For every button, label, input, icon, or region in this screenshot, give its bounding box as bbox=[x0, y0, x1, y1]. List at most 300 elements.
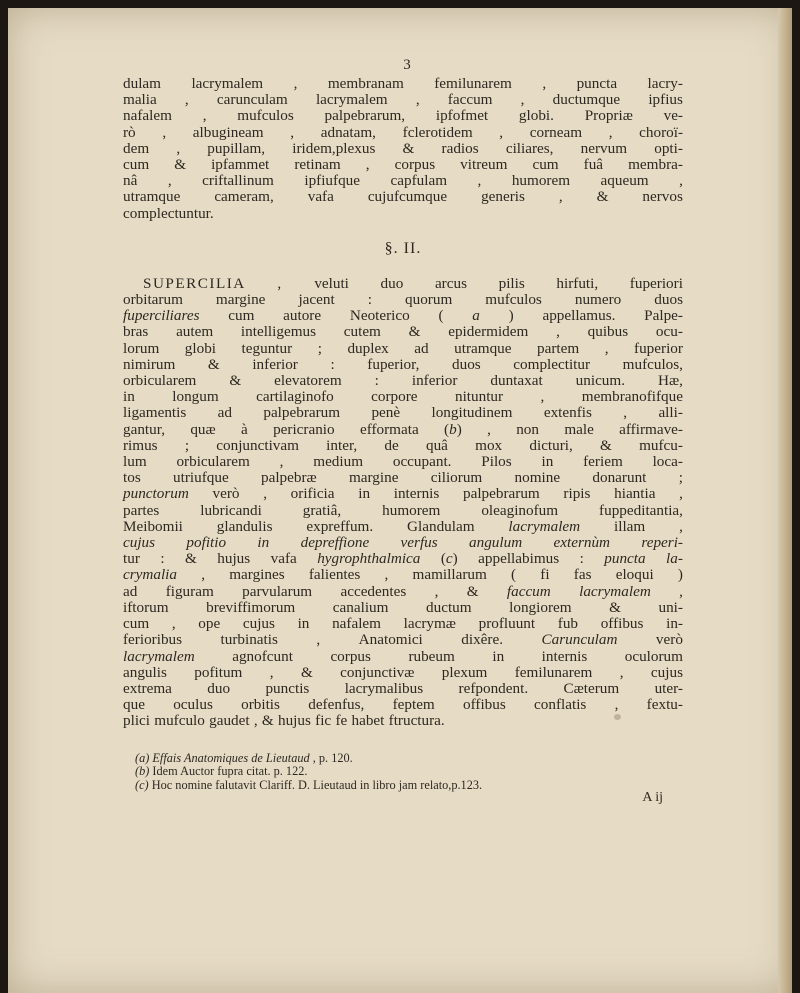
word: profluunt bbox=[478, 615, 536, 633]
word: gaudet bbox=[209, 712, 250, 730]
text-line bbox=[123, 373, 683, 389]
word: fas bbox=[573, 566, 592, 584]
word: puncta bbox=[604, 550, 646, 568]
word: hujus bbox=[277, 712, 311, 730]
word: , bbox=[679, 485, 683, 503]
word: ligamentis bbox=[123, 404, 187, 422]
word: : bbox=[579, 550, 584, 568]
word: femilunarem bbox=[434, 75, 512, 92]
word: palpebrarum, bbox=[324, 107, 406, 125]
word: cujus bbox=[650, 663, 683, 681]
word: in bbox=[257, 534, 270, 552]
footnotes bbox=[123, 752, 683, 807]
word: membranam bbox=[327, 75, 404, 92]
signature-mark: A ij bbox=[642, 790, 663, 806]
word: opti- bbox=[654, 139, 683, 157]
word: (c) bbox=[440, 550, 458, 568]
word: la- bbox=[666, 550, 683, 568]
word: reperi- bbox=[641, 534, 683, 552]
text-line bbox=[123, 567, 683, 583]
word: puncta bbox=[576, 75, 618, 92]
word: Palpe- bbox=[644, 307, 683, 325]
page-edge bbox=[778, 8, 792, 993]
word: globi. bbox=[518, 107, 554, 125]
word: appellamus. bbox=[542, 307, 616, 325]
word: lum bbox=[123, 453, 147, 471]
word: internis bbox=[393, 485, 440, 503]
word: orbitarum bbox=[123, 291, 183, 309]
word: lacrymalem bbox=[191, 75, 264, 92]
word: pilis bbox=[498, 274, 525, 292]
text-line bbox=[123, 276, 683, 292]
text-line bbox=[123, 649, 683, 665]
word: lacry- bbox=[647, 75, 683, 92]
text-line bbox=[123, 125, 683, 141]
word: choroï- bbox=[639, 123, 683, 141]
word: : bbox=[374, 372, 379, 390]
word: nafalem bbox=[123, 107, 172, 125]
word: extrema bbox=[123, 679, 172, 697]
text-line bbox=[123, 141, 683, 157]
word: inferior bbox=[252, 355, 298, 373]
text-line bbox=[123, 600, 683, 616]
footnote: (c) Hoc nomine falutavit Clariff. D. Lieutaud in libro jam relato,p.123. bbox=[135, 777, 483, 792]
word: angulis bbox=[123, 663, 167, 681]
word: lubricandi bbox=[200, 501, 262, 519]
word: nimirum bbox=[123, 355, 176, 373]
word: quæ bbox=[190, 420, 216, 438]
word: pofitum bbox=[194, 663, 243, 681]
word: criftallinum bbox=[202, 172, 274, 190]
word: nomine bbox=[514, 469, 561, 487]
word: , bbox=[477, 172, 482, 190]
section-heading: §. II. bbox=[384, 239, 422, 257]
word: mox bbox=[475, 436, 503, 454]
word: humorem bbox=[382, 501, 441, 519]
word: conflatis bbox=[534, 696, 587, 714]
word: , bbox=[277, 274, 283, 292]
word: duos bbox=[654, 291, 683, 309]
word: complectitur bbox=[513, 355, 591, 373]
word: autore bbox=[283, 307, 322, 325]
text-line bbox=[123, 632, 683, 648]
word: Cæterum bbox=[563, 679, 620, 697]
word: corpore bbox=[371, 388, 418, 406]
word: , bbox=[679, 517, 683, 535]
text-line bbox=[123, 551, 683, 567]
word: , bbox=[614, 696, 619, 714]
text-line bbox=[123, 292, 683, 308]
text-line bbox=[123, 584, 683, 600]
word: conjunctivæ bbox=[340, 663, 415, 681]
word: radios bbox=[441, 139, 479, 157]
word: orificia bbox=[290, 485, 335, 503]
word: inter, bbox=[326, 436, 358, 454]
word: : bbox=[367, 291, 372, 309]
text-line bbox=[123, 308, 683, 324]
word: & bbox=[174, 156, 187, 174]
word: habet bbox=[351, 712, 385, 730]
word: hirfuti, bbox=[556, 274, 599, 292]
word: , bbox=[184, 91, 189, 109]
word: Carunculam bbox=[541, 631, 618, 649]
word: , bbox=[604, 339, 609, 357]
word: & bbox=[402, 139, 415, 157]
word: epidermidem bbox=[448, 323, 529, 341]
word: , bbox=[679, 172, 683, 190]
text-line bbox=[123, 616, 683, 632]
word: cujufcumque bbox=[367, 188, 448, 206]
word: ; bbox=[678, 469, 683, 487]
word: inferior bbox=[411, 372, 458, 390]
word: cutem bbox=[343, 323, 381, 341]
word: albugineam bbox=[192, 123, 264, 141]
word: alli- bbox=[658, 404, 683, 422]
word: ipfiufque bbox=[304, 172, 361, 190]
word: de bbox=[384, 436, 399, 454]
word: utramque bbox=[123, 188, 181, 206]
word: loca- bbox=[652, 453, 683, 471]
word: glandulis bbox=[216, 517, 273, 535]
word: SUPERCILIA bbox=[143, 274, 246, 292]
word: penè bbox=[371, 404, 401, 422]
text-line bbox=[123, 681, 683, 697]
word: ipfofmet bbox=[435, 107, 489, 125]
word: faccum bbox=[506, 582, 551, 600]
word: rubeum bbox=[408, 647, 455, 665]
word: affirmave- bbox=[619, 420, 683, 438]
word: teguntur bbox=[241, 339, 293, 357]
word: nafalem bbox=[332, 615, 381, 633]
word: orbicularem bbox=[176, 453, 250, 471]
text-line bbox=[123, 697, 683, 713]
word: cum bbox=[123, 156, 150, 174]
word: in bbox=[123, 388, 135, 406]
word: mufculos bbox=[485, 291, 542, 309]
word: femilunarem bbox=[514, 663, 593, 681]
word: lorum bbox=[123, 339, 160, 357]
word: ) bbox=[677, 566, 683, 584]
word: corpus bbox=[394, 156, 436, 174]
word: ocu- bbox=[655, 323, 683, 341]
word: oleaginofum bbox=[481, 501, 559, 519]
word: margine bbox=[215, 291, 266, 309]
word: conjunctivam bbox=[216, 436, 299, 454]
word: ciliorum bbox=[430, 469, 483, 487]
text-line bbox=[123, 713, 683, 729]
text-line bbox=[123, 92, 683, 108]
word: breviffimorum bbox=[206, 598, 296, 616]
word: (b) bbox=[444, 420, 462, 438]
word: turbinatis bbox=[220, 631, 278, 649]
word: malia bbox=[123, 91, 157, 109]
word: ductumque bbox=[552, 91, 621, 109]
word: a bbox=[472, 307, 480, 325]
word: crymalia bbox=[123, 566, 177, 584]
word: vafa bbox=[270, 550, 297, 568]
word: , bbox=[279, 453, 284, 471]
word: verò bbox=[655, 631, 683, 649]
word: uni- bbox=[658, 598, 683, 616]
word: , bbox=[316, 631, 321, 649]
word: offibus bbox=[463, 696, 506, 714]
word: dixêre. bbox=[461, 631, 504, 649]
word: lacrymalem bbox=[579, 582, 651, 600]
word: rò bbox=[123, 123, 136, 141]
word: ) bbox=[508, 307, 514, 325]
word: in bbox=[358, 485, 371, 503]
word: ope bbox=[198, 615, 221, 633]
word: , bbox=[679, 582, 683, 600]
word: defenfus, bbox=[308, 696, 365, 714]
word: illam bbox=[614, 517, 646, 535]
word: canalium bbox=[332, 598, 389, 616]
text-line bbox=[123, 206, 683, 222]
word: orbicularem bbox=[123, 372, 197, 390]
word: & bbox=[609, 598, 621, 616]
word: utriufque bbox=[173, 469, 229, 487]
word: Glandulam bbox=[407, 517, 475, 535]
word: , bbox=[201, 566, 206, 584]
word: corpus bbox=[330, 647, 371, 665]
text-line bbox=[123, 108, 683, 124]
word: tos bbox=[123, 469, 141, 487]
word: expreffum. bbox=[306, 517, 374, 535]
word: palpebrarum bbox=[263, 404, 341, 422]
word: offibus bbox=[600, 615, 644, 633]
word: quâ bbox=[425, 436, 448, 454]
text-line bbox=[123, 76, 683, 92]
word: occupant. bbox=[392, 453, 452, 471]
text-line bbox=[123, 665, 683, 681]
text-line bbox=[123, 422, 683, 438]
text-line bbox=[123, 438, 683, 454]
word: faccum bbox=[447, 91, 493, 109]
word: retinam bbox=[294, 156, 341, 174]
word: duo bbox=[380, 274, 404, 292]
word: quorum bbox=[405, 291, 453, 309]
word: lacrymalem bbox=[315, 91, 388, 109]
word: lacrymalem bbox=[508, 517, 581, 535]
word: & bbox=[229, 372, 242, 390]
word: intelligemus bbox=[240, 323, 317, 341]
word: , bbox=[290, 123, 295, 141]
word: adnatam, bbox=[320, 123, 376, 141]
word: parvularum bbox=[242, 582, 313, 600]
word: longitudinem bbox=[431, 404, 513, 422]
word: gratiâ, bbox=[302, 501, 342, 519]
word: pupillam, bbox=[207, 139, 266, 157]
word: fe bbox=[335, 712, 348, 730]
word: , bbox=[540, 388, 545, 406]
word: refpondent. bbox=[458, 679, 529, 697]
word: & bbox=[600, 436, 612, 454]
word: rimus bbox=[123, 436, 158, 454]
word: pericranio bbox=[273, 420, 335, 438]
word: , bbox=[619, 663, 624, 681]
word: cum bbox=[228, 307, 255, 325]
word: duo bbox=[207, 679, 231, 697]
word: , bbox=[263, 485, 267, 503]
word: cum bbox=[123, 615, 150, 633]
word: in bbox=[492, 647, 505, 665]
word: medium bbox=[313, 453, 364, 471]
word: , bbox=[499, 123, 504, 141]
word: accedentes bbox=[340, 582, 407, 600]
text-line bbox=[123, 486, 683, 502]
word: plici bbox=[123, 712, 150, 730]
word: , bbox=[176, 139, 181, 157]
word: globi bbox=[184, 339, 217, 357]
word: agnofcunt bbox=[232, 647, 293, 665]
word: mamillarum bbox=[412, 566, 487, 584]
book-page bbox=[8, 8, 792, 993]
text-line bbox=[123, 324, 683, 340]
word: Meibomii bbox=[123, 517, 183, 535]
word: duplex bbox=[347, 339, 389, 357]
word: gantur, bbox=[123, 420, 165, 438]
word: carunculam bbox=[216, 91, 288, 109]
word: ipfammet bbox=[211, 156, 270, 174]
word: Hæ, bbox=[658, 372, 683, 390]
word: fuperiori bbox=[629, 274, 683, 292]
word: vitreum bbox=[460, 156, 508, 174]
text-line bbox=[123, 173, 683, 189]
word: verfus bbox=[400, 534, 438, 552]
word: , bbox=[365, 156, 370, 174]
word: autem bbox=[176, 323, 214, 341]
word: partem bbox=[537, 339, 580, 357]
word: verò bbox=[212, 485, 240, 503]
text-line bbox=[123, 470, 683, 486]
word: pofitio bbox=[186, 534, 227, 552]
text-line bbox=[123, 389, 683, 405]
word: nâ bbox=[123, 172, 138, 190]
word: cartilaginofo bbox=[256, 388, 334, 406]
word: lacrymalibus bbox=[344, 679, 424, 697]
word: punctis bbox=[265, 679, 310, 697]
word: , bbox=[162, 123, 167, 141]
word: , bbox=[623, 404, 628, 422]
word: in bbox=[541, 453, 554, 471]
text-line bbox=[123, 357, 683, 373]
word: duos bbox=[452, 355, 481, 373]
word: feptem bbox=[392, 696, 435, 714]
word: palpebrarum bbox=[462, 485, 540, 503]
word: ad bbox=[414, 339, 429, 357]
word: extenfis bbox=[543, 404, 592, 422]
text-line bbox=[123, 535, 683, 551]
word: tur bbox=[123, 550, 140, 568]
word: & bbox=[261, 712, 274, 730]
word: Pilos bbox=[481, 453, 512, 471]
word: iftorum bbox=[123, 598, 169, 616]
word: nituntur bbox=[454, 388, 504, 406]
text-line bbox=[123, 405, 683, 421]
word: hygrophthalmica bbox=[317, 550, 421, 568]
word: aqueum bbox=[600, 172, 649, 190]
word: : bbox=[330, 355, 335, 373]
word: appellabimus bbox=[478, 550, 560, 568]
continuation-paragraph bbox=[123, 76, 683, 222]
word: , bbox=[269, 663, 274, 681]
word: nervos bbox=[642, 188, 683, 206]
text-line bbox=[123, 503, 683, 519]
word: palpebræ bbox=[261, 469, 317, 487]
word: ripis bbox=[563, 485, 591, 503]
word: ve- bbox=[663, 107, 683, 125]
text-line bbox=[123, 157, 683, 173]
word: angulum bbox=[469, 534, 523, 552]
word: in bbox=[297, 615, 310, 633]
text-line bbox=[123, 519, 683, 535]
word: ; bbox=[184, 436, 190, 454]
word: humorem bbox=[511, 172, 571, 190]
word: eloqui bbox=[615, 566, 654, 584]
word: fuppeditantia, bbox=[599, 501, 683, 519]
word: lacrymalem bbox=[123, 647, 195, 665]
word: figuram bbox=[165, 582, 214, 600]
word: internis bbox=[541, 647, 588, 665]
word: duntaxat bbox=[490, 372, 543, 390]
word: longiorem bbox=[509, 598, 572, 616]
word: iridem,plexus bbox=[292, 139, 376, 157]
footnote: (b) Idem Auctor fupra citat. p. 122. bbox=[135, 764, 308, 779]
word: cujus bbox=[123, 534, 156, 552]
word: & bbox=[596, 188, 609, 206]
word: : bbox=[160, 550, 165, 568]
word: fuâ bbox=[583, 156, 604, 174]
word: mufculo bbox=[154, 712, 205, 730]
word: partes bbox=[123, 501, 160, 519]
word: cum bbox=[532, 156, 559, 174]
word: , bbox=[558, 188, 563, 206]
word: feriem bbox=[583, 453, 623, 471]
word: fic bbox=[315, 712, 332, 730]
section-paragraph bbox=[123, 276, 683, 730]
word: dicturi, bbox=[529, 436, 573, 454]
word: & bbox=[408, 323, 421, 341]
word: Propriæ bbox=[584, 107, 633, 125]
word: plexum bbox=[441, 663, 488, 681]
word: ( bbox=[438, 307, 444, 325]
word: ftructura. bbox=[388, 712, 445, 730]
word: elevatorem bbox=[274, 372, 342, 390]
word: quibus bbox=[587, 323, 629, 341]
word: externùm bbox=[553, 534, 611, 552]
text-line bbox=[123, 454, 683, 470]
word: jacent bbox=[298, 291, 335, 309]
word: , bbox=[415, 91, 420, 109]
word: & bbox=[300, 663, 313, 681]
word: numero bbox=[574, 291, 622, 309]
word: arcus bbox=[434, 274, 467, 292]
word: ; bbox=[317, 339, 322, 357]
word: mufculos bbox=[237, 107, 294, 125]
word: , bbox=[167, 172, 172, 190]
word: dulam bbox=[123, 75, 161, 92]
word: mufculos, bbox=[622, 355, 683, 373]
page-text bbox=[123, 58, 683, 806]
word: unicum. bbox=[575, 372, 626, 390]
text-line bbox=[123, 189, 683, 205]
word: , bbox=[202, 107, 207, 125]
word: & bbox=[207, 355, 220, 373]
word: , bbox=[434, 582, 439, 600]
word: hiantia bbox=[614, 485, 656, 503]
word: ( bbox=[511, 566, 517, 584]
word: falientes bbox=[308, 566, 361, 584]
